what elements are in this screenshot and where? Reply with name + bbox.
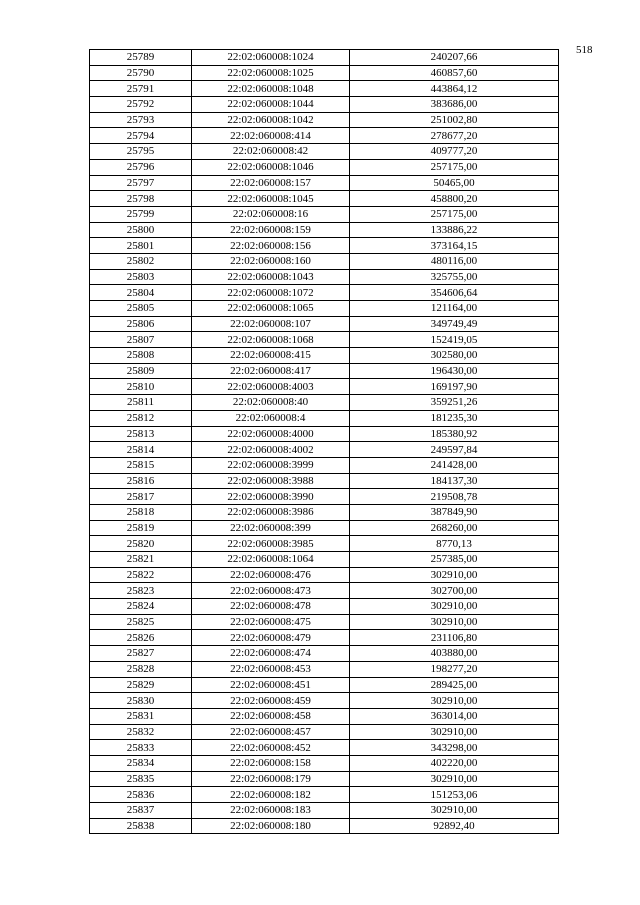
value-cell: 302700,00 bbox=[350, 583, 559, 599]
table-row bbox=[90, 332, 559, 348]
row-number-cell: 25808 bbox=[90, 348, 192, 364]
table-row bbox=[90, 81, 559, 97]
table-row bbox=[90, 379, 559, 395]
cadastral-number-cell: 22:02:060008:476 bbox=[192, 567, 350, 583]
table-row bbox=[90, 97, 559, 113]
row-number-cell: 25793 bbox=[90, 112, 192, 128]
value-cell: 185380,92 bbox=[350, 426, 559, 442]
row-number-cell: 25838 bbox=[90, 818, 192, 834]
cadastral-number-cell: 22:02:060008:452 bbox=[192, 740, 350, 756]
table-row bbox=[90, 520, 559, 536]
table-row bbox=[90, 567, 559, 583]
table-row bbox=[90, 50, 559, 66]
row-number-cell: 25794 bbox=[90, 128, 192, 144]
row-number-cell: 25829 bbox=[90, 677, 192, 693]
value-cell: 219508,78 bbox=[350, 489, 559, 505]
cadastral-number-cell: 22:02:060008:3986 bbox=[192, 504, 350, 520]
table-row bbox=[90, 159, 559, 175]
row-number-cell: 25827 bbox=[90, 646, 192, 662]
cadastral-number-cell: 22:02:060008:158 bbox=[192, 755, 350, 771]
cadastral-number-cell: 22:02:060008:459 bbox=[192, 693, 350, 709]
value-cell: 302910,00 bbox=[350, 803, 559, 819]
table-row bbox=[90, 677, 559, 693]
value-cell: 181235,30 bbox=[350, 410, 559, 426]
value-cell: 302910,00 bbox=[350, 614, 559, 630]
value-cell: 92892,40 bbox=[350, 818, 559, 834]
row-number-cell: 25815 bbox=[90, 457, 192, 473]
value-cell: 196430,00 bbox=[350, 363, 559, 379]
value-cell: 169197,90 bbox=[350, 379, 559, 395]
value-cell: 458800,20 bbox=[350, 191, 559, 207]
row-number-cell: 25805 bbox=[90, 301, 192, 317]
value-cell: 302910,00 bbox=[350, 567, 559, 583]
row-number-cell: 25818 bbox=[90, 504, 192, 520]
cadastral-number-cell: 22:02:060008:3985 bbox=[192, 536, 350, 552]
registry-table bbox=[89, 49, 559, 834]
cadastral-number-cell: 22:02:060008:107 bbox=[192, 316, 350, 332]
cadastral-number-cell: 22:02:060008:40 bbox=[192, 395, 350, 411]
table-row bbox=[90, 583, 559, 599]
table-row bbox=[90, 489, 559, 505]
value-cell: 257175,00 bbox=[350, 159, 559, 175]
cadastral-number-cell: 22:02:060008:3999 bbox=[192, 457, 350, 473]
value-cell: 241428,00 bbox=[350, 457, 559, 473]
cadastral-number-cell: 22:02:060008:182 bbox=[192, 787, 350, 803]
row-number-cell: 25803 bbox=[90, 269, 192, 285]
value-cell: 349749,49 bbox=[350, 316, 559, 332]
value-cell: 403880,00 bbox=[350, 646, 559, 662]
table-row bbox=[90, 65, 559, 81]
row-number-cell: 25835 bbox=[90, 771, 192, 787]
table-row bbox=[90, 128, 559, 144]
table-row bbox=[90, 457, 559, 473]
table-row bbox=[90, 144, 559, 160]
registry-body bbox=[90, 50, 559, 834]
value-cell: 8770,13 bbox=[350, 536, 559, 552]
cadastral-number-cell: 22:02:060008:1065 bbox=[192, 301, 350, 317]
value-cell: 152419,05 bbox=[350, 332, 559, 348]
table-row bbox=[90, 442, 559, 458]
row-number-cell: 25807 bbox=[90, 332, 192, 348]
table-row bbox=[90, 395, 559, 411]
table-row bbox=[90, 614, 559, 630]
cadastral-number-cell: 22:02:060008:417 bbox=[192, 363, 350, 379]
value-cell: 231106,80 bbox=[350, 630, 559, 646]
cadastral-number-cell: 22:02:060008:1048 bbox=[192, 81, 350, 97]
cadastral-number-cell: 22:02:060008:415 bbox=[192, 348, 350, 364]
value-cell: 133886,22 bbox=[350, 222, 559, 238]
row-number-cell: 25820 bbox=[90, 536, 192, 552]
row-number-cell: 25822 bbox=[90, 567, 192, 583]
row-number-cell: 25810 bbox=[90, 379, 192, 395]
table-row bbox=[90, 646, 559, 662]
cadastral-number-cell: 22:02:060008:42 bbox=[192, 144, 350, 160]
table-row bbox=[90, 552, 559, 568]
table-row bbox=[90, 630, 559, 646]
value-cell: 278677,20 bbox=[350, 128, 559, 144]
table-row bbox=[90, 363, 559, 379]
table-row bbox=[90, 410, 559, 426]
row-number-cell: 25798 bbox=[90, 191, 192, 207]
table-row bbox=[90, 504, 559, 520]
row-number-cell: 25795 bbox=[90, 144, 192, 160]
cadastral-number-cell: 22:02:060008:1042 bbox=[192, 112, 350, 128]
row-number-cell: 25791 bbox=[90, 81, 192, 97]
table-row bbox=[90, 787, 559, 803]
table-row bbox=[90, 301, 559, 317]
row-number-cell: 25833 bbox=[90, 740, 192, 756]
value-cell: 343298,00 bbox=[350, 740, 559, 756]
row-number-cell: 25789 bbox=[90, 50, 192, 66]
value-cell: 460857,60 bbox=[350, 65, 559, 81]
value-cell: 257175,00 bbox=[350, 206, 559, 222]
cadastral-number-cell: 22:02:060008:16 bbox=[192, 206, 350, 222]
value-cell: 359251,26 bbox=[350, 395, 559, 411]
row-number-cell: 25797 bbox=[90, 175, 192, 191]
table-row bbox=[90, 818, 559, 834]
table-row bbox=[90, 536, 559, 552]
value-cell: 240207,66 bbox=[350, 50, 559, 66]
cadastral-number-cell: 22:02:060008:1072 bbox=[192, 285, 350, 301]
table-row bbox=[90, 473, 559, 489]
row-number-cell: 25806 bbox=[90, 316, 192, 332]
value-cell: 302910,00 bbox=[350, 771, 559, 787]
cadastral-number-cell: 22:02:060008:1044 bbox=[192, 97, 350, 113]
table-row bbox=[90, 708, 559, 724]
cadastral-number-cell: 22:02:060008:3990 bbox=[192, 489, 350, 505]
row-number-cell: 25821 bbox=[90, 552, 192, 568]
page-number: 518 bbox=[576, 44, 593, 56]
table-row bbox=[90, 222, 559, 238]
cadastral-number-cell: 22:02:060008:180 bbox=[192, 818, 350, 834]
row-number-cell: 25811 bbox=[90, 395, 192, 411]
cadastral-number-cell: 22:02:060008:179 bbox=[192, 771, 350, 787]
row-number-cell: 25813 bbox=[90, 426, 192, 442]
value-cell: 354606,64 bbox=[350, 285, 559, 301]
value-cell: 409777,20 bbox=[350, 144, 559, 160]
row-number-cell: 25801 bbox=[90, 238, 192, 254]
cadastral-number-cell: 22:02:060008:4 bbox=[192, 410, 350, 426]
cadastral-number-cell: 22:02:060008:457 bbox=[192, 724, 350, 740]
row-number-cell: 25799 bbox=[90, 206, 192, 222]
row-number-cell: 25796 bbox=[90, 159, 192, 175]
cadastral-number-cell: 22:02:060008:1025 bbox=[192, 65, 350, 81]
row-number-cell: 25809 bbox=[90, 363, 192, 379]
row-number-cell: 25832 bbox=[90, 724, 192, 740]
row-number-cell: 25812 bbox=[90, 410, 192, 426]
value-cell: 363014,00 bbox=[350, 708, 559, 724]
row-number-cell: 25800 bbox=[90, 222, 192, 238]
table-row bbox=[90, 693, 559, 709]
row-number-cell: 25834 bbox=[90, 755, 192, 771]
value-cell: 302910,00 bbox=[350, 724, 559, 740]
row-number-cell: 25814 bbox=[90, 442, 192, 458]
cadastral-number-cell: 22:02:060008:475 bbox=[192, 614, 350, 630]
table-row bbox=[90, 175, 559, 191]
row-number-cell: 25831 bbox=[90, 708, 192, 724]
row-number-cell: 25837 bbox=[90, 803, 192, 819]
table-row bbox=[90, 426, 559, 442]
cadastral-number-cell: 22:02:060008:159 bbox=[192, 222, 350, 238]
cadastral-number-cell: 22:02:060008:473 bbox=[192, 583, 350, 599]
table-row bbox=[90, 599, 559, 615]
table-row bbox=[90, 112, 559, 128]
row-number-cell: 25825 bbox=[90, 614, 192, 630]
cadastral-number-cell: 22:02:060008:1024 bbox=[192, 50, 350, 66]
cadastral-number-cell: 22:02:060008:1043 bbox=[192, 269, 350, 285]
table-row bbox=[90, 771, 559, 787]
cadastral-number-cell: 22:02:060008:1045 bbox=[192, 191, 350, 207]
row-number-cell: 25802 bbox=[90, 253, 192, 269]
value-cell: 249597,84 bbox=[350, 442, 559, 458]
value-cell: 302910,00 bbox=[350, 599, 559, 615]
cadastral-number-cell: 22:02:060008:453 bbox=[192, 661, 350, 677]
row-number-cell: 25824 bbox=[90, 599, 192, 615]
value-cell: 198277,20 bbox=[350, 661, 559, 677]
table-row bbox=[90, 238, 559, 254]
value-cell: 302910,00 bbox=[350, 693, 559, 709]
cadastral-number-cell: 22:02:060008:414 bbox=[192, 128, 350, 144]
row-number-cell: 25819 bbox=[90, 520, 192, 536]
table-row bbox=[90, 755, 559, 771]
value-cell: 251002,80 bbox=[350, 112, 559, 128]
table-row bbox=[90, 803, 559, 819]
row-number-cell: 25790 bbox=[90, 65, 192, 81]
cadastral-number-cell: 22:02:060008:160 bbox=[192, 253, 350, 269]
cadastral-number-cell: 22:02:060008:399 bbox=[192, 520, 350, 536]
value-cell: 289425,00 bbox=[350, 677, 559, 693]
value-cell: 373164,15 bbox=[350, 238, 559, 254]
row-number-cell: 25817 bbox=[90, 489, 192, 505]
row-number-cell: 25826 bbox=[90, 630, 192, 646]
row-number-cell: 25823 bbox=[90, 583, 192, 599]
cadastral-number-cell: 22:02:060008:157 bbox=[192, 175, 350, 191]
table-row bbox=[90, 206, 559, 222]
row-number-cell: 25804 bbox=[90, 285, 192, 301]
cadastral-number-cell: 22:02:060008:156 bbox=[192, 238, 350, 254]
cadastral-number-cell: 22:02:060008:4002 bbox=[192, 442, 350, 458]
cadastral-number-cell: 22:02:060008:479 bbox=[192, 630, 350, 646]
value-cell: 443864,12 bbox=[350, 81, 559, 97]
table-row bbox=[90, 253, 559, 269]
value-cell: 383686,00 bbox=[350, 97, 559, 113]
value-cell: 402220,00 bbox=[350, 755, 559, 771]
table-row bbox=[90, 285, 559, 301]
cadastral-number-cell: 22:02:060008:451 bbox=[192, 677, 350, 693]
value-cell: 50465,00 bbox=[350, 175, 559, 191]
row-number-cell: 25830 bbox=[90, 693, 192, 709]
cadastral-number-cell: 22:02:060008:1068 bbox=[192, 332, 350, 348]
table-row bbox=[90, 191, 559, 207]
row-number-cell: 25792 bbox=[90, 97, 192, 113]
value-cell: 268260,00 bbox=[350, 520, 559, 536]
value-cell: 480116,00 bbox=[350, 253, 559, 269]
cadastral-number-cell: 22:02:060008:4003 bbox=[192, 379, 350, 395]
cadastral-number-cell: 22:02:060008:458 bbox=[192, 708, 350, 724]
table-row bbox=[90, 740, 559, 756]
cadastral-number-cell: 22:02:060008:183 bbox=[192, 803, 350, 819]
value-cell: 257385,00 bbox=[350, 552, 559, 568]
value-cell: 387849,90 bbox=[350, 504, 559, 520]
cadastral-number-cell: 22:02:060008:1046 bbox=[192, 159, 350, 175]
cadastral-number-cell: 22:02:060008:474 bbox=[192, 646, 350, 662]
value-cell: 184137,30 bbox=[350, 473, 559, 489]
row-number-cell: 25836 bbox=[90, 787, 192, 803]
table-row bbox=[90, 316, 559, 332]
cadastral-number-cell: 22:02:060008:478 bbox=[192, 599, 350, 615]
value-cell: 302580,00 bbox=[350, 348, 559, 364]
table-row bbox=[90, 661, 559, 677]
table-row bbox=[90, 348, 559, 364]
value-cell: 151253,06 bbox=[350, 787, 559, 803]
cadastral-number-cell: 22:02:060008:1064 bbox=[192, 552, 350, 568]
table-row bbox=[90, 269, 559, 285]
cadastral-number-cell: 22:02:060008:3988 bbox=[192, 473, 350, 489]
cadastral-number-cell: 22:02:060008:4000 bbox=[192, 426, 350, 442]
value-cell: 121164,00 bbox=[350, 301, 559, 317]
value-cell: 325755,00 bbox=[350, 269, 559, 285]
row-number-cell: 25816 bbox=[90, 473, 192, 489]
table-row bbox=[90, 724, 559, 740]
row-number-cell: 25828 bbox=[90, 661, 192, 677]
